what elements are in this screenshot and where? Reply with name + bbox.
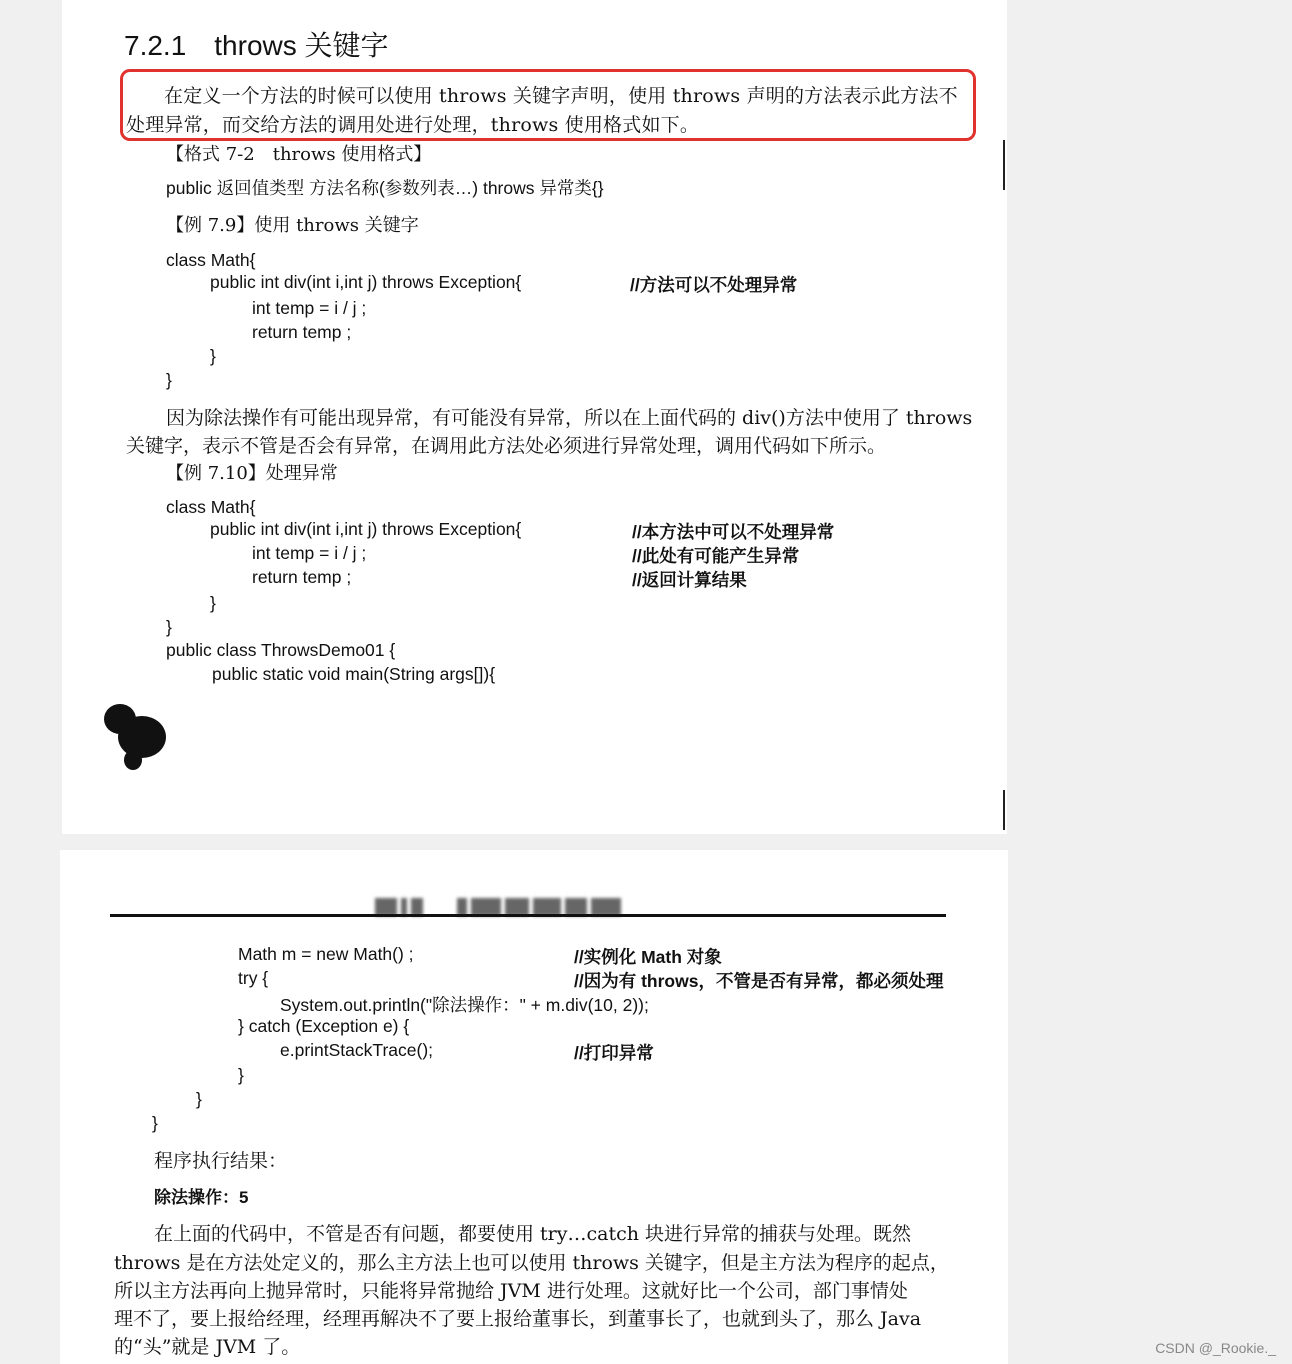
code-line: }	[210, 346, 216, 366]
code-line: int temp = i / j ;	[252, 543, 367, 563]
paragraph-line: 理不了，要上报给经理，经理再解决不了要上报给董事长，到董事长了，也就到头了，那么 Java	[114, 1308, 922, 1330]
code-comment: //实例化 Math 对象	[574, 947, 722, 967]
code-line: }	[196, 1089, 202, 1109]
paragraph-line: throws 是在方法处定义的，那么主方法上也可以使用 throws 关键字，但是主方法为程序的起点，	[114, 1252, 949, 1274]
scan-edge	[1003, 790, 1005, 830]
code-line: e.printStackTrace();	[280, 1040, 434, 1060]
result-value: 除法操作：5	[154, 1188, 249, 1207]
document-page-2	[60, 850, 1008, 1364]
code-line: class Math{	[166, 497, 256, 517]
watermark: CSDN @_Rookie._	[1155, 1340, 1276, 1356]
code-comment: //本方法中可以不处理异常	[632, 522, 835, 542]
code-line: }	[238, 1065, 244, 1085]
section-heading: 7.2.1 throws 关键字	[124, 30, 389, 61]
paragraph-2-line-1: 因为除法操作有可能出现异常，有可能没有异常，所以在上面代码的 div()方法中使用了 throws	[166, 407, 973, 429]
paragraph-line: 所以主方法再向上抛异常时，只能将异常抛给 JVM 进行处理。这就好比一个公司，部门事情处	[114, 1280, 908, 1302]
intro-line-1: 在定义一个方法的时候可以使用 throws 关键字声明，使用 throws 声明的方法表示此方法不	[164, 85, 958, 107]
code-line: System.out.println("除法操作：" + m.div(10, 2));	[280, 995, 649, 1015]
example-7-10-caption: 【例 7.10】处理异常	[166, 463, 338, 484]
code-comment: //因为有 throws，不管是否有异常，都必须处理	[574, 971, 944, 991]
paragraph-2-line-2: 关键字，表示不管是否会有异常，在调用此方法处必须进行异常处理，调用代码如下所示。	[126, 435, 887, 457]
code-line: }	[152, 1113, 158, 1133]
scan-edge	[1003, 140, 1005, 190]
code-line: } catch (Exception e) {	[238, 1016, 410, 1036]
result-label: 程序执行结果：	[154, 1150, 288, 1172]
paragraph-line: 的“头”就是 JVM 了。	[114, 1336, 301, 1358]
code-line: public class ThrowsDemo01 {	[166, 640, 396, 660]
code-comment: //方法可以不处理异常	[630, 275, 798, 295]
code-comment: //打印异常	[574, 1043, 654, 1063]
paragraph-line: 在上面的代码中，不管是否有问题，都要使用 try…catch 块进行异常的捕获与处理。既然	[154, 1223, 912, 1245]
code-line: return temp ;	[252, 322, 352, 342]
document-page-1	[62, 0, 1007, 834]
code-line: return temp ;	[252, 567, 352, 587]
blurred-header	[375, 890, 675, 924]
code-line: class Math{	[166, 250, 256, 270]
code-comment: //此处有可能产生异常	[632, 546, 800, 566]
header-rule	[110, 914, 946, 917]
code-line: public int div(int i,int j) throws Exception{	[210, 519, 522, 539]
code-line: int temp = i / j ;	[252, 298, 367, 318]
example-7-9-caption: 【例 7.9】使用 throws 关键字	[166, 215, 419, 236]
code-line: }	[210, 593, 216, 613]
code-line: Math m = new Math() ;	[238, 944, 414, 964]
code-line: public static void main(String args[]){	[212, 664, 496, 684]
code-line: }	[166, 617, 172, 637]
format-line: public 返回值类型 方法名称(参数列表…) throws 异常类{}	[166, 178, 604, 198]
code-line: try {	[238, 968, 269, 988]
code-line: }	[166, 370, 172, 390]
intro-line-2: 处理异常，而交给方法的调用处进行处理，throws 使用格式如下。	[126, 114, 700, 136]
code-comment: //返回计算结果	[632, 570, 747, 590]
code-line: public int div(int i,int j) throws Exception{	[210, 272, 522, 292]
format-caption: 【格式 7-2 throws 使用格式】	[166, 144, 432, 165]
